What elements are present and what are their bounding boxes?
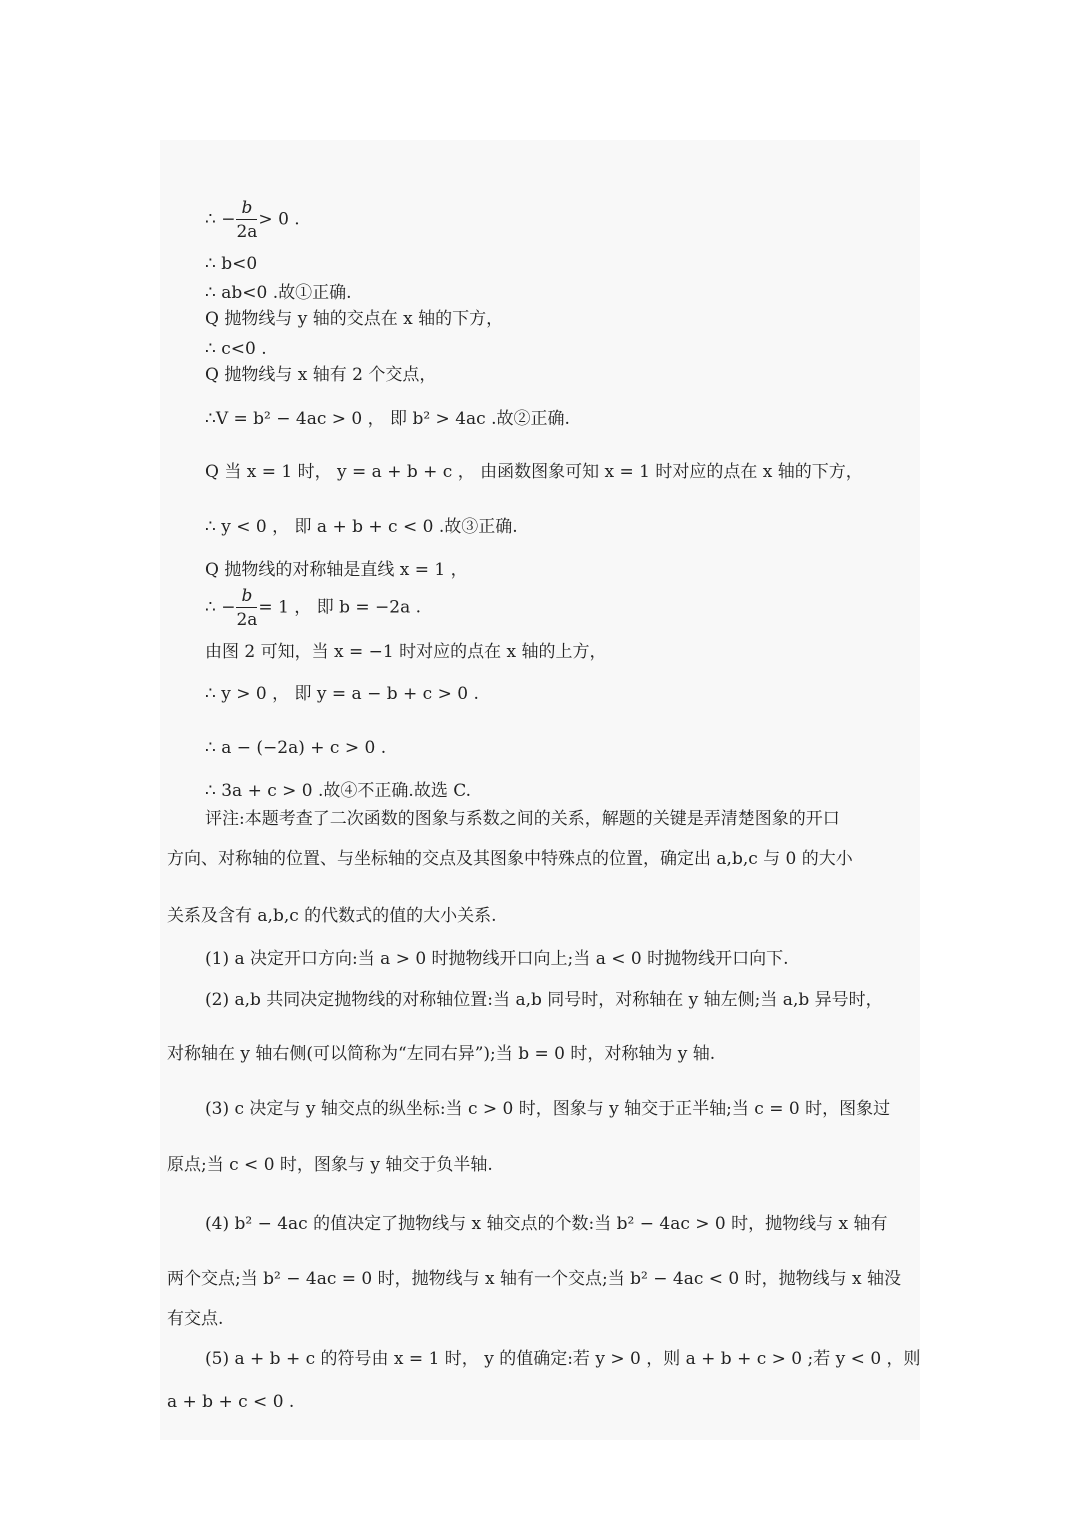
fraction-line-1 [205, 198, 300, 248]
rule-item-5-cont: a + b + c < 0 . [167, 1392, 295, 1412]
frac2-prefix: ∴ − [205, 597, 236, 618]
text-line: ∴ c<0 . [205, 339, 267, 359]
text-line: Q 抛物线与 x 轴有 2 个交点， [205, 365, 437, 385]
rule-item-4: (4) b² − 4ac 的值决定了抛物线与 x 轴交点的个数:当 b² − 4ac > 0 时，抛物线与 x 轴有 [205, 1214, 888, 1234]
commentary-line: 关系及含有 a,b,c 的代数式的值的大小关系. [167, 906, 497, 926]
fraction-denominator: 2a [236, 610, 258, 630]
fraction-numerator: b [241, 198, 253, 218]
commentary-line: 评注:本题考查了二次函数的图象与系数之间的关系，解题的关键是弄清楚图象的开口 [205, 809, 840, 829]
text-line: ∴ ab<0 .故①正确. [205, 283, 352, 303]
text-line: ∴ 3a + c > 0 .故④不正确.故选 C. [205, 781, 472, 801]
rule-item-3-cont: 原点;当 c < 0 时，图象与 y 轴交于负半轴. [167, 1155, 493, 1175]
rule-item-5: (5) a + b + c 的符号由 x = 1 时， y 的值确定:若 y > 0 ，则 a + b + c > 0 ;若 y < 0 ，则 [205, 1349, 921, 1369]
text-line: ∴ a − (−2a) + c > 0 . [205, 738, 387, 758]
fraction-bar [236, 607, 257, 608]
text-line: Q 当 x = 1 时， y = a + b + c ， 由函数图象可知 x = 1 时对应的点在 x 轴的下方， [205, 462, 863, 482]
rule-item-3: (3) c 决定与 y 轴交点的纵坐标:当 c > 0 时，图象与 y 轴交于正半轴;当 c = 0 时，图象过 [205, 1099, 891, 1119]
fraction-denominator: 2a [236, 222, 258, 242]
commentary-line: 方向、对称轴的位置、与坐标轴的交点及其图象中特殊点的位置，确定出 a,b,c 与 0 的大小 [167, 849, 853, 869]
fraction-numerator: b [241, 586, 253, 606]
fraction-bar [236, 219, 257, 220]
text-line: ∴V = b² − 4ac > 0 ， 即 b² > 4ac .故②正确. [205, 409, 570, 429]
rule-item-2: (2) a,b 共同决定抛物线的对称轴位置:当 a,b 同号时，对称轴在 y 轴左侧;当 a,b 异号时， [205, 990, 883, 1010]
text-line: ∴ y < 0 ， 即 a + b + c < 0 .故③正确. [205, 517, 518, 537]
fraction-b-over-2a [236, 586, 257, 630]
text-line: ∴ y > 0 ， 即 y = a − b + c > 0 . [205, 684, 479, 704]
rule-item-1: (1) a 决定开口方向:当 a > 0 时抛物线开口向上;当 a < 0 时抛物线开口向下. [205, 949, 789, 969]
text-line: Q 抛物线与 y 轴的交点在 x 轴的下方， [205, 309, 504, 329]
fraction-b-over-2a [236, 198, 257, 242]
rule-item-2-cont: 对称轴在 y 轴右侧(可以简称为“左同右异”);当 b = 0 时，对称轴为 y 轴. [167, 1044, 716, 1064]
text-line: Q 抛物线的对称轴是直线 x = 1 ， [205, 560, 468, 580]
frac1-suffix: > 0 . [258, 209, 300, 230]
frac1-prefix: ∴ − [205, 209, 236, 230]
text-line: 由图 2 可知，当 x = −1 时对应的点在 x 轴的上方， [205, 642, 607, 662]
rule-item-4-cont: 有交点. [167, 1309, 224, 1329]
frac2-suffix: = 1 ， 即 b = −2a . [258, 597, 422, 618]
text-line: ∴ b<0 [205, 254, 258, 274]
fraction-line-2 [205, 586, 421, 636]
rule-item-4-cont: 两个交点;当 b² − 4ac = 0 时，抛物线与 x 轴有一个交点;当 b² − 4ac < 0 时，抛物线与 x 轴没 [167, 1269, 902, 1289]
